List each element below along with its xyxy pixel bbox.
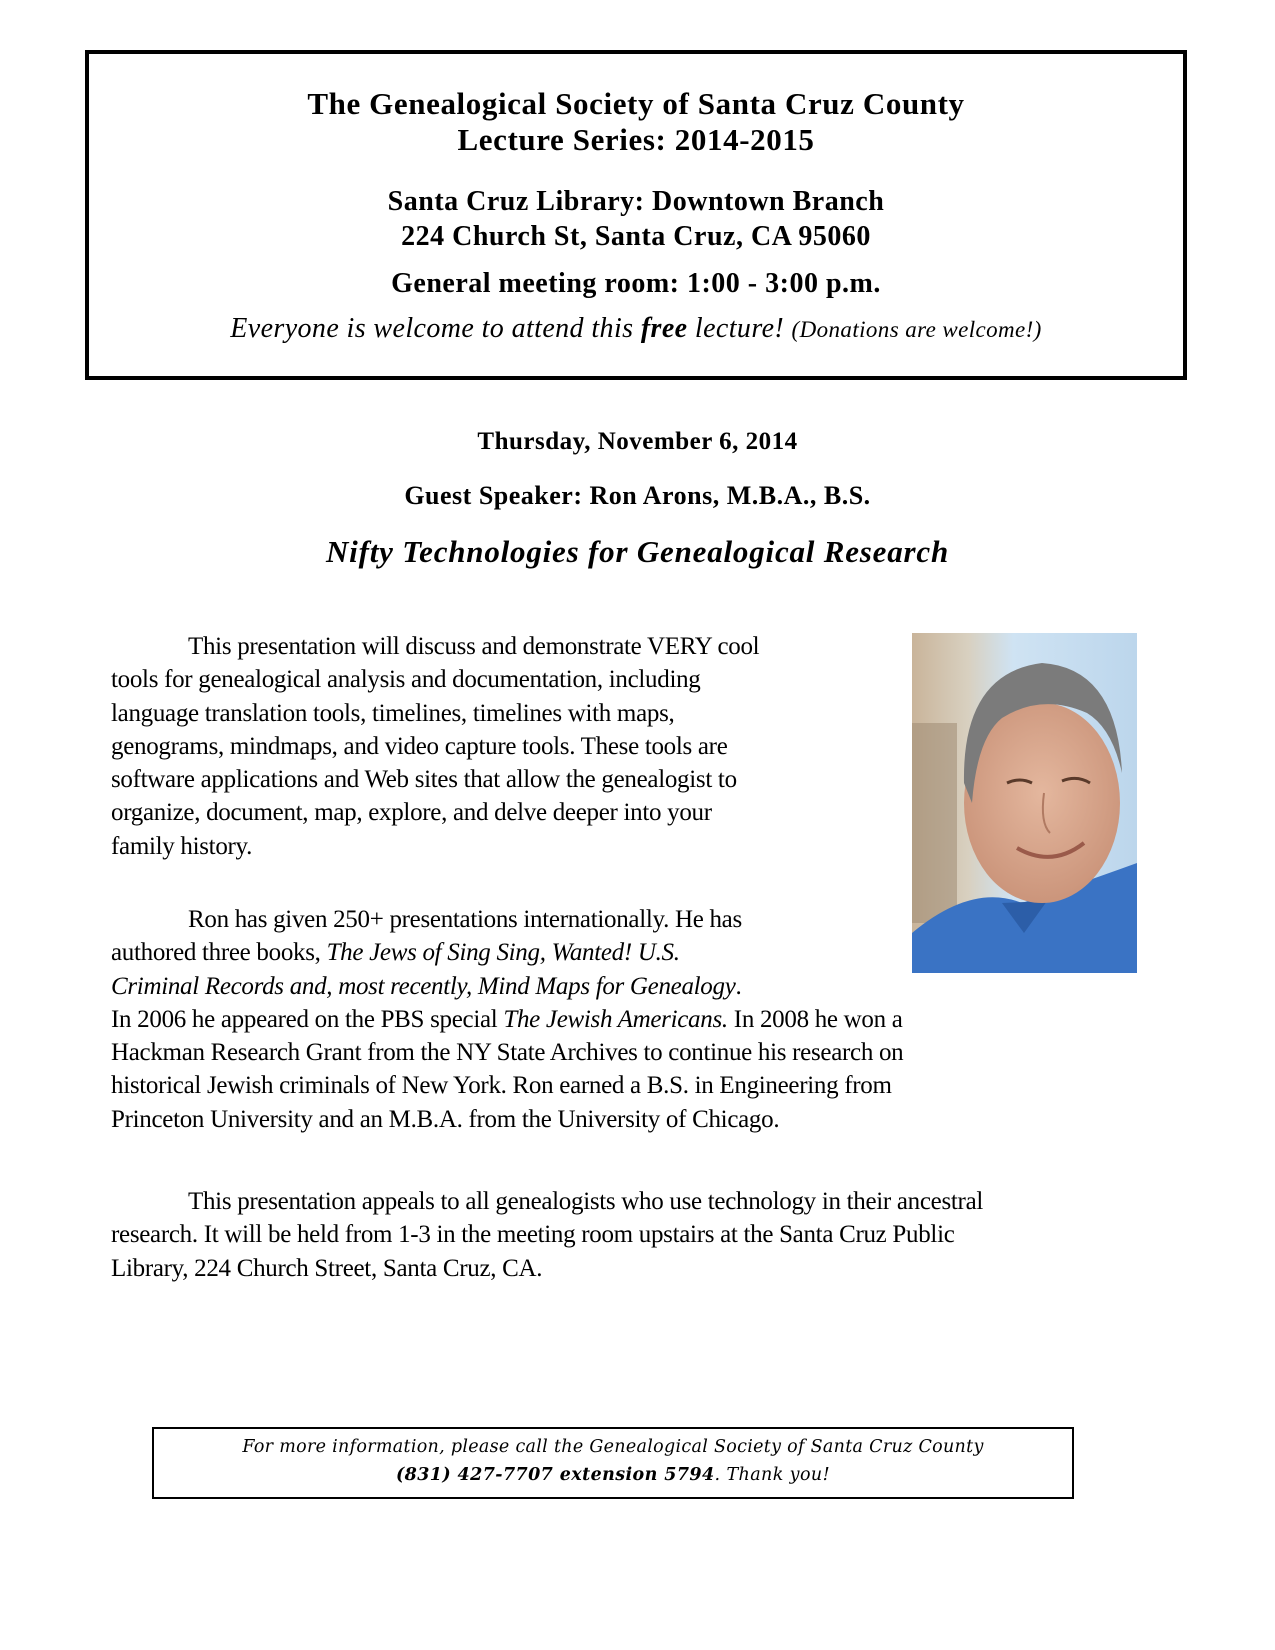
book-titles: The Jews of Sing Sing, Wanted! U.S. xyxy=(326,939,680,967)
donations-note: (Donations are welcome!) xyxy=(791,317,1042,342)
lecture-series: Lecture Series: 2014-2015 xyxy=(457,122,815,157)
paragraph-line: This presentation appeals to all genealogists who use technology in their ancestral xyxy=(188,1188,984,1215)
phone-number: (831) 427-7707 extension 5794 xyxy=(395,1465,715,1485)
free-emphasis: free xyxy=(640,313,688,344)
tv-special-title: The Jewish Americans. xyxy=(503,1005,728,1033)
welcome-text: Everyone is welcome to attend this xyxy=(230,313,641,344)
library-address: 224 Church St, Santa Cruz, CA 95060 xyxy=(401,221,871,252)
audience-paragraph xyxy=(111,1185,1151,1285)
text-segment: . xyxy=(735,972,742,1000)
welcome-line xyxy=(89,313,1183,345)
paragraph-line: software applications and Web sites that allow the genealogist to xyxy=(111,766,737,794)
event-date: Thursday, November 6, 2014 xyxy=(477,428,798,455)
paragraph-line: tools for genealogical analysis and documentation, including xyxy=(111,666,701,694)
book-titles: Criminal Records and, most recently, Mind Maps for Genealogy xyxy=(111,972,736,1000)
speaker-bio-paragraph xyxy=(111,903,1111,1136)
paragraph-line: research. It will be held from 1-3 in the meeting room upstairs at the Santa Cruz Public xyxy=(111,1221,955,1249)
lecture-title: Nifty Technologies for Genealogical Research xyxy=(326,534,949,569)
paragraph-line: This presentation will discuss and demonstrate VERY cool xyxy=(188,633,760,660)
organization-name: The Genealogical Society of Santa Cruz County xyxy=(307,86,965,121)
paragraph-line: organize, document, map, explore, and delve deeper into your xyxy=(111,799,712,827)
paragraph-line: genograms, mindmaps, and video capture tools. These tools are xyxy=(111,732,728,760)
thank-you: . Thank you! xyxy=(714,1465,831,1485)
paragraph-line: family history. xyxy=(111,832,253,860)
welcome-text-end: lecture! xyxy=(687,313,792,344)
paragraph-line: Hackman Research Grant from the NY State Archives to continue his research on xyxy=(111,1039,904,1067)
meeting-time: General meeting room: 1:00 - 3:00 p.m. xyxy=(391,268,881,299)
library-name: Santa Cruz Library: Downtown Branch xyxy=(387,186,885,217)
header-box xyxy=(85,50,1187,380)
paragraph-line xyxy=(111,1003,1111,1036)
paragraph-line xyxy=(111,936,1111,969)
text-segment: authored three books, xyxy=(111,939,327,967)
phone-line xyxy=(154,1465,1072,1485)
contact-line: For more information, please call the Genealogical Society of Santa Cruz County xyxy=(242,1437,984,1457)
paragraph-line: historical Jewish criminals of New York. Ron earned a B.S. in Engineering from xyxy=(111,1072,892,1100)
paragraph-line: Ron has given 250+ presentations internationally. He has xyxy=(188,906,742,933)
text-segment: In 2006 he appeared on the PBS special xyxy=(111,1005,504,1033)
paragraph-line: Library, 224 Church Street, Santa Cruz, CA. xyxy=(111,1254,543,1282)
text-segment: In 2008 he won a xyxy=(727,1005,903,1033)
contact-info-box xyxy=(152,1427,1074,1499)
paragraph-line xyxy=(111,970,1111,1003)
guest-speaker: Guest Speaker: Ron Arons, M.B.A., B.S. xyxy=(404,481,871,510)
paragraph-line: language translation tools, timelines, timelines with maps, xyxy=(111,699,675,727)
description-paragraph xyxy=(111,630,891,863)
paragraph-line: Princeton University and an M.B.A. from the University of Chicago. xyxy=(111,1105,780,1133)
